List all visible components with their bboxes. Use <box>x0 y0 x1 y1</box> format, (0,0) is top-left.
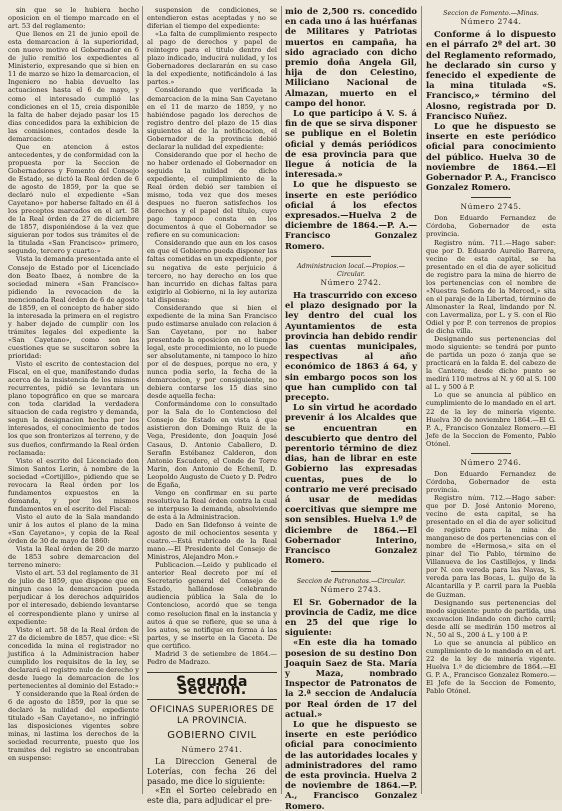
accounts-notice <box>285 290 417 565</box>
paragraph: Conformándome con lo consultado por la Sala de lo Contencioso del Consejo de Estado en vista á que asistieron don Domingo Ruiz de la Vega, Presidente, don Joaquin José Casaus, D. Antonio Caballero, D. Serafin Estébanez Calderon, don Antonio Escudero, el Conde de Torre Marin, don Antonio de Echenil, D. Leopoldo Augusto de Cueto y D. Pedro de Egaña, <box>147 400 277 489</box>
paragraph: Considerando que si bien el expediente de la mina San Francisco pudo estimarse anulado con relacion á San Cayetano, por no haber presentado la oposicion en el tiempo legal, este procedimiento, no lo puede ser absolutamente, ni tampoco lo hizo por el de despues, porque no era, y nunca podia serlo, la fecha de la demarcacion, y por consiguiente, no debiera contarse los 15 dias sino desde aquella fecha: <box>147 303 277 401</box>
column-rule <box>421 6 422 794</box>
column-3 <box>285 6 417 811</box>
paragraph: suspension de condiciones, se entendieron estas aceptadas y no se diferian el tiempo del expediente: <box>147 6 277 31</box>
notice-heading: Seccion de Fomento.—Minas. <box>443 9 539 17</box>
paragraph: Considerando que aun en los casos en que el Gobierno pueda disponer las faltas cometidas en un expediente, por su negativa de este perjuicio á tercero, no hay derecho en los que han incurrido en dichas faltas para exigirlo al Gobierno, ni la ley autoriza tal dispensa: <box>147 239 277 304</box>
paragraph: Ha trascurrido con exceso el plazo designado por la ley dentro del cual los Ayuntamientos de esta provincia han debido rendir las cuentas municipales, respectivas al año económico de 1863 á 64, y sin embargo pocos son los que han cumplido con tal precepto. <box>285 290 417 403</box>
paragraph: «La falta de cumplimiento respecto al pago de derechos y papel de reintegro para el titulo dentro del plazo indicado, inducirá nulidad, y los Gobernadores declararán en su caso la del expediente, notificándolo á las partes.» <box>147 30 277 87</box>
paragraph: Visto el art. 58 de la Real órden de 27 de diciembre de 1857, que dice: «Si concedida la mina el registrador no justifica á la Administracion haber cumplido los requisitos de la ley, se declarará el registro nulo de derecho y desde luego la demarcacion de los pertenecientes al dominio del Estado:» <box>8 625 139 690</box>
column-4 <box>426 6 556 794</box>
paragraph: mio de 2,500 rs. concedido en cada uno á las huérfanas de Militares y Patriotas muertos en campaña, ha sido agraciado con dicho premio doña Angela Gil, hija de don Celestino, Miliciano Nacional de Almazan, muerto en el campo del honor. <box>285 6 417 108</box>
paragraph: Lo que se anuncia al público en cumplimiento de lo mandado en el art. 22 de la ley de minería vigente. Huelva 1.º de diciembre de 1864.—El G. P. A., Francisco Gonzalez Romero.—El Jefe de la Seccion de Fomento, Pablo Otónel. <box>426 638 556 696</box>
column-1 <box>8 6 139 794</box>
notice-heading: Seccion de Patronatos.—Circular. <box>296 576 406 585</box>
paragraph: Que en atencion á estos antecedentes, y de conformidad con la propuesta por la Seccion de Gobernadores y Fomento del Consejo de Estado, se dictó la Real órden de 6 de agosto de 1859, por la que se declaró nulo el expediente «San Cayetano» por haberse faltado en él á los preceptos marcados en el art. 58 de la Real órden de 27 de diciembre de 1857, disponiéndose á la vez que siguieran por todos sus trámites el de la titulada «San Francisco» primero, segundo, tercero y cuarto:» <box>8 142 139 256</box>
paragraph: «En el Sorteo celebrado en este dia, para adjudicar el pre- <box>147 786 277 806</box>
paragraph: sin que se le hubiera hecho oposicion en el tiempo marcado en el art. 53 del reglamento: <box>8 6 139 31</box>
paragraph: Lo que he dispuesto se inserte en este periódico oficial á los efectos expresados.—Huelva 2 de diciembre de 1864.—P. A.—Francisco Gonzalez Romero. <box>285 179 417 251</box>
paragraph: «En este dia ha tomado posesion de su destino Don Joaquin Saez de Sta. María y Maza, nombrado Inspector de Patronatos de la 2.ª seccion de Andalucía por Real órden de 17 del actual.» <box>285 637 417 719</box>
paragraph: Lo que participo á V. S. á fin de que se sirva disponer se publique en el Boletin oficial y demás periódicos de esa provincia para que llegue á noticia de la interesada.» <box>285 108 417 180</box>
notice-number: Número 2743. <box>320 584 382 594</box>
notice-number: Número 2746. <box>460 457 522 467</box>
paragraph: Don Eduardo Fernandez de Córdoba, Gobernador de esta provincia. <box>426 469 556 494</box>
divider <box>471 453 511 454</box>
paragraph: Lo que he dispuesto se inserte en este periódico oficial para conocimiento del público. Huelva 30 de noviembre de 1864.—El Gobernador P. A., Francisco Gonzalez Romero. <box>426 120 557 193</box>
paragraph: Designando sus pertenencias del modo siguiente: se tendrá por punto de partida un pozo ó zanja que se practicará en la falda E. del cabezo de la Cantera; desde dicho punto se medirá 110 metros al N. y 60 al S. 100 al L. y 500 á P. <box>426 335 556 392</box>
paragraph: Lo que he dispuesto se inserte en este periódico oficial para conocimiento de las autoridades locales y administradores del ramo de esta provincia. Huelva 2 de noviembre de 1864.—P. A., Francisco Gonzalez Romero. <box>285 719 417 811</box>
paragraph: Visto el art. 53 del reglamento de 31 de julio de 1859, que dispone que en ningun caso la demarcacion pueda perjudicar á los derechos adquiridos por el interesado, debiendo levantarse el correspondiente plano y unirse al expediente: <box>8 569 139 626</box>
offices-heading: OFICINAS SUPERIORES DE LA PROVINCIA. <box>149 704 275 726</box>
paragraph: Considerando que por el hecho de no haber ordenado el Gobernador en seguida la nulidad de dicho expediente, el cumplimiento de la Real órden debió ser tambien el mismo, toda vez que dos meses despues no fueron satisfechos los derechos y el papel del título, cuyo pago tampoco consta en los documentos á que el Gobernador se refiere en su comunicacion: <box>147 150 277 240</box>
notice-number: Número 2744. <box>460 17 522 27</box>
notice-number: Número 2745. <box>460 202 522 212</box>
paragraph: Registro núm. 711.—Hago saber: que por D. Eduardo Aurelio Barrera, vecino de esta capital, se ha presentado en el dia de ayer solicitud de registro para la mina de hierro de los pertenencias con el nombre de «Nuestra Señora de la Merced,» sita en el paraje de la Libertad, término de Almonaster la Real, lindando por N. con Lavermaliza, por L. y S. con el Rio Odiel y por P. con terrenos de propios de dicha villa. <box>426 238 556 336</box>
paragraph: Publicacion.—Leido y publicado el anterior Real decreto por mí el Secretario general del Consejo de Estado, hallándose celebrando audiencia pública la Sala de lo Contencioso, acordó que se tenga como resolucion final en la instancia y autos á que se refiere, que se una á los autos, se notifique en forma á las partes, y se inserte en la Gaceta. De que certifico. <box>147 561 277 650</box>
paragraph: Lo que se anuncia al público en cumplimiento de lo mandado en el art. 22 de la ley de minería vigente. Huelva 30 de noviembre 1864.—El G. P. A., Francisco Gonzalez Romero.—El Jefe de la Seccion de Fomento, Pablo Otónel. <box>426 391 556 448</box>
paragraph: Registro núm. 712.—Hago saber: que por D. José Antonio Moreno, vecino de esta capital, se ha presentado en el dia de ayer solicitud de registro para la mina de manganeso de dos pertenencias con el nombre de «Hermosa,» sita en el pinar del Tio Pablo, término de Villanueva de los Castillejos, y linda por N. con vereda para las Navas, S. vereda para las Bocas, L. guijo de la Alcantarilla y P. carril para la Puebla de Guzman. <box>426 493 556 599</box>
lottery-notice <box>147 757 277 806</box>
paragraph: Vista la demanda presentada ante el Consejo de Estado por el Licenciado don Beato Ibaez, á nombre de la sociedad minera «San Francisco» pidiendo la revocacion de la mencionada Real órden de 6 de agosto de 1859, en el concepto de haber sido la interesada la primera en el registro y haber dejado de cumplir con los trámites legales del expediente la «San Cayetano», como son las cuestiones que se suscitaron sobre la prioridad: <box>8 255 139 361</box>
paragraph: Visto el auto de la Sala mandando unir á los autos el plano de la mina «San Cayetano», y copia de la Real órden de 30 de mayo de 1860: <box>8 512 139 546</box>
paragraph: Vengo en confirmar en su parte resolutiva la Real órden contra la cual se interpuso la demanda, absolviendo de esta á la Administracion. <box>147 488 277 521</box>
lottery-notice-continued <box>285 6 417 251</box>
paragraph: Que llenos en 21 de junio epoil de esta demarcacion á la superioridad, con nuevo motivo el Gobernador en 6 de julio remitió los expedientes al Ministerio, expresando que si bien en 11 de marzo se hizo la demarcacion, el Ingeniero no habia devuelto las actuaciones hasta el 6 de mayo, y como el interesado cumplió las condiciones en el 15, creia disponible la falta de haber dejado pasar los 15 dias concedidos para la exhibicion de las comisiones, contados desde la demarcacion: <box>8 30 139 143</box>
column-2 <box>147 6 277 806</box>
patronatos-notice <box>285 597 417 811</box>
paragraph: Visto el escrito de contestacion del Fiscal, en el que, manifestando dudas acerca de la insistencia de los mismos recurrentes, pidió se levantara un plano topográfico en que se marcara con toda claridad la verdadera situacion de cada registro y demanda, segun la designacion hecha por los interesados, el conocimiento de todos los que son fronterizos al terreno, y de sus dueños, confirmando la Real órden reclamada: <box>8 360 139 457</box>
paragraph: Visto el escrito del Licenciado don Simon Santos Lerin, á nombre de la sociedad «Cortijillo», pidiendo que se revocara la Real órden por los fundamentos expuestos en la demanda, y por los mismos fundamentos en el escrito del Fiscal: <box>8 456 139 513</box>
notice-number: Número 2741. <box>181 744 243 754</box>
paragraph: Don Eduardo Fernandez de Córdoba, Gobernador de esta provincia. <box>426 214 556 239</box>
notice-number: Número 2742. <box>320 277 382 287</box>
column-rule <box>281 6 282 794</box>
column-rule <box>142 6 143 794</box>
signature-line: Madrid 3 de setiembre de 1864.—Pedro de Madrazo. <box>147 649 277 666</box>
divider <box>471 197 511 198</box>
divider <box>331 256 371 257</box>
paragraph: La Direccion General de Loterías, con fecha 26 del pasado, me dice lo siguiente: <box>147 757 277 786</box>
mine-notice <box>426 29 556 192</box>
paragraph: Conforme á lo dispuesto en el párrafo 2º del art. 30 del Reglamento reformado, he declarado sin curso y fenecido el expediente de la mina titulada «S. Francisco,» término del Alosno, registrada por D. Francisco Nuñez. <box>426 29 556 121</box>
paragraph: Y considerando que la Real órden de 6 de agosto de 1859, por la que se declaró la nulidad del expediente titulado «San Cayetano», no infringió las disposiciones vigentes sobre minas, ni lastima los derechos de la sociedad recurrente, puesto que los tramites del registro se encontraban en suspenso: <box>8 689 139 763</box>
divider <box>331 571 371 572</box>
paragraph: Vista la Real órden de 20 de marzo de 1853 sobre demarcacion del terreno minero: <box>8 545 139 570</box>
section-heading: Segunda Seccion. <box>147 672 277 700</box>
notice-heading: Administracion local.—Propios.—Circular. <box>297 261 405 278</box>
paragraph: El Sr. Gobernador de la provincia de Cadiz, me dice en 25 del que rige lo siguiente: <box>285 596 417 638</box>
paragraph: Designando sus pertenencias del modo siguiente: punto de partida, una excavacion lindando con dicho carril; desde allí se medirán 150 metros al N., 50 al S., 200 á L. y 100 á P. <box>426 598 556 639</box>
gobierno-heading: GOBIERNO CIVIL <box>167 729 257 741</box>
paragraph: Lo sin virtud he acordado prevenir á los Alcaldes que se encuentran en descubierto que dentro del perentorio término de diez dias, han de librar en este Gobierno las expresadas cuentas, pues de lo contrario me veré precisado á usar de medidas coercitivas que siempre me son sensibles. Huelva 1.º de diciembre de 1864.—El Gobernador Interino, Francisco Gonzalez Romero. <box>285 402 417 566</box>
paragraph: Considerando que verificada la demarcacion de la mina San Cayetano en el 11 de marzo de 1859, y no habiéndose pagado los derechos de registro dentro del plazo de 15 dias siguientes al de la notificacion, el Gobernador de la provincia debió declarar la nulidad del expediente: <box>147 86 277 151</box>
paragraph: Dado en San Ildefonso á veinte de agosto de mil ochocientos sesenta y cuatro.—Está rubricado de la Real mano.—El Presidente del Consejo de Ministros, Alejandro Mon.» <box>147 521 277 562</box>
